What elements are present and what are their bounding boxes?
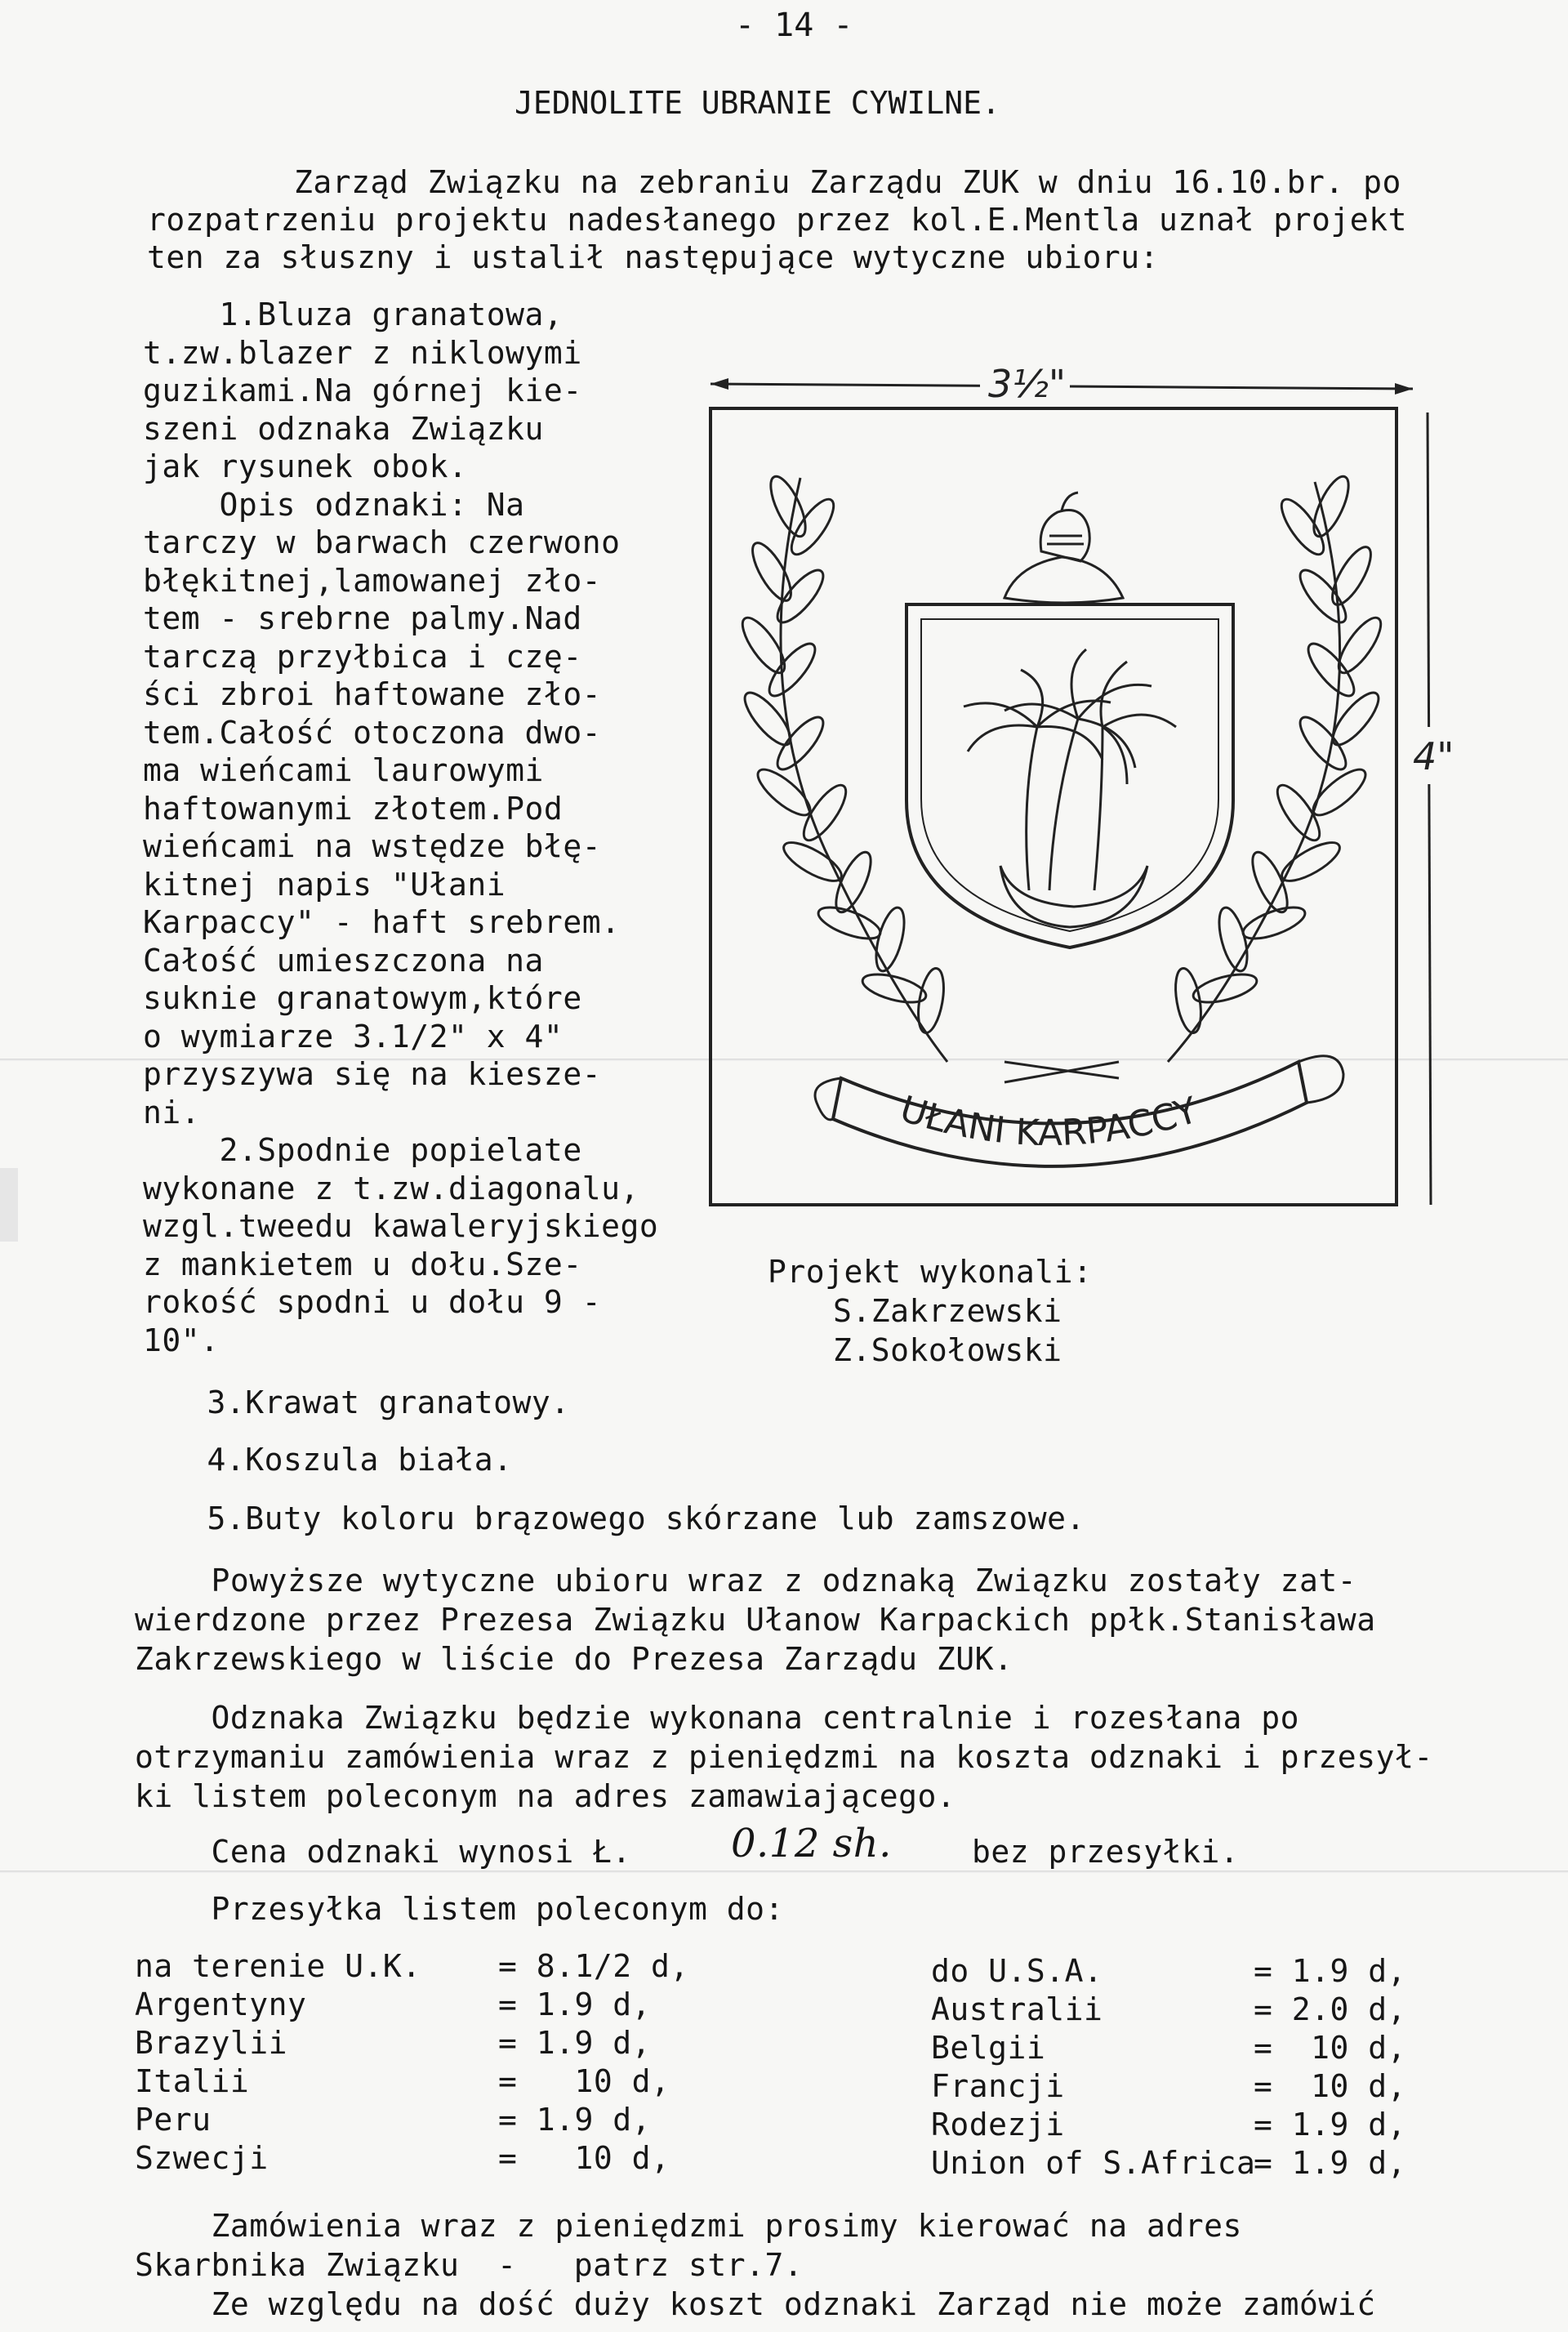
torn-edge [0, 1168, 18, 1242]
left-column-line: tem - srebrne palmy.Nad [143, 600, 582, 636]
height-label: 4" [1413, 734, 1454, 778]
laurel-wreath-right [1168, 472, 1388, 1062]
postage-intro: Przesyłka listem poleconym do: [135, 1891, 784, 1927]
left-column-line: Karpaccy" - haft srebrem. [143, 904, 621, 940]
postage-country: Szwecji [135, 2140, 269, 2176]
credits-name: S.Zakrzewski [833, 1293, 1062, 1329]
left-column-line: jak rysunek obok. [143, 448, 468, 484]
price-label: Cena odznaki wynosi Ł. [135, 1834, 631, 1870]
approval-line: Zakrzewskiego w liście do Prezesa Zarządu ZUK. [135, 1641, 1013, 1677]
item-shirt: 4.Koszula biała. [131, 1442, 513, 1478]
left-column-line: wykonane z t.zw.diagonalu, [143, 1170, 639, 1206]
postage-price: = 10 d, [1254, 2068, 1407, 2104]
postage-price: = 10 d, [498, 2140, 670, 2176]
approval-line: wierdzone przez Prezesa Związku Ułanow Karpackich ppłk.Stanisława [135, 1602, 1376, 1638]
postage-country: Peru [135, 2102, 212, 2138]
left-column-line: rokość spodni u dołu 9 - [143, 1284, 602, 1320]
left-column-line: tem.Całość otoczona dwo- [143, 714, 602, 751]
postage-price: = 10 d, [498, 2063, 670, 2099]
left-column-line: ni. [143, 1094, 201, 1130]
left-column-line: tarczą przyłbica i czę- [143, 638, 582, 675]
postage-price: = 8.1/2 d, [498, 1948, 689, 1984]
left-column-line: t.zw.blazer z niklowymi [143, 334, 582, 371]
postage-price: = 1.9 d, [498, 2102, 652, 2138]
left-column-line: kitnej napis "Ułani [143, 866, 506, 903]
postage-price: = 2.0 d, [1254, 1991, 1407, 2027]
closing-line: Ze względu na dość duży koszt odznaki Zarząd nie może zamówić [135, 2286, 1376, 2322]
badge-drawing [678, 343, 1478, 1225]
postage-price: = 10 d, [1254, 2030, 1407, 2066]
left-column-line: ści zbroi haftowane zło- [143, 676, 602, 712]
width-label: 3½" [988, 362, 1067, 406]
left-column-line: wieńcami na wstędze błę- [143, 828, 602, 864]
left-column-line: 10". [143, 1322, 220, 1358]
fold-line [0, 1871, 1568, 1873]
left-column-line: przyszywa się na kiesze- [143, 1056, 602, 1092]
postage-country: Francji [931, 2068, 1065, 2104]
left-column-line: wzgl.tweedu kawaleryjskiego [143, 1208, 659, 1244]
postage-country: Belgii [931, 2030, 1046, 2066]
closing-line: Skarbnika Związku - patrz str.7. [135, 2247, 804, 2283]
postage-country: Australii [931, 1991, 1103, 2027]
left-column-line: 2.Spodnie popielate [143, 1132, 582, 1168]
price-suffix: bez przesyłki. [972, 1834, 1240, 1870]
height-dimension-line [1428, 412, 1431, 1205]
postage-price: = 1.9 d, [498, 2025, 652, 2061]
intro-line: rozpatrzeniu projektu nadesłanego przez kol.E.Mentla uznał projekt [147, 202, 1407, 238]
postage-country: Rodezji [931, 2107, 1065, 2142]
order-line: otrzymaniu zamówienia wraz z pieniędzmi na koszta odznaki i przesył- [135, 1739, 1433, 1775]
price-handwritten: 0.12 sh. [731, 1821, 892, 1866]
intro-line: Zarząd Związku na zebraniu Zarządu ZUK w dniu 16.10.br. po [294, 164, 1401, 200]
left-column-line: szeni odznaka Związku [143, 410, 544, 447]
left-column-line: Opis odznaki: Na [143, 486, 525, 523]
intro-line: ten za słuszny i ustalił następujące wytyczne ubioru: [147, 239, 1160, 275]
order-line: Odznaka Związku będzie wykonana centralnie i rozesłana po [135, 1700, 1300, 1736]
shield [906, 604, 1233, 948]
left-column-line: guzikami.Na górnej kie- [143, 372, 582, 408]
left-column-line: haftowanymi złotem.Pod [143, 790, 564, 827]
left-column-line: suknie granatowym,które [143, 980, 582, 1016]
item-tie: 3.Krawat granatowy. [131, 1384, 570, 1420]
left-column-line: błękitnej,lamowanej zło- [143, 562, 602, 599]
postage-price: = 1.9 d, [498, 1986, 652, 2022]
laurel-wreath-left [736, 472, 948, 1062]
left-column-line: tarczy w barwach czerwono [143, 524, 621, 560]
postage-price: = 1.9 d, [1254, 2107, 1407, 2142]
postage-country: do U.S.A. [931, 1953, 1103, 1989]
left-column-line: o wymiarze 3.1/2" x 4" [143, 1018, 564, 1055]
postage-country: Argentyny [135, 1986, 307, 2022]
ribbon-text: UŁANI KARPACCY [895, 1088, 1203, 1154]
left-column-line: ma wieńcami laurowymi [143, 752, 544, 788]
credits-name: Z.Sokołowski [833, 1332, 1062, 1368]
postage-country: Union of S.Africa [931, 2145, 1256, 2181]
helmet-icon [1004, 493, 1123, 603]
closing-line: Zamówienia wraz z pieniędzmi prosimy kierować na adres [135, 2208, 1242, 2244]
page-title: JEDNOLITE UBRANIE CYWILNE. [514, 85, 1000, 121]
postage-country: Italii [135, 2063, 250, 2099]
left-column-line: 1.Bluza granatowa, [143, 297, 564, 332]
left-column-line: z mankietem u dołu.Sze- [143, 1246, 582, 1282]
postage-country: na terenie U.K. [135, 1948, 421, 1984]
approval-line: Powyższe wytyczne ubioru wraz z odznaką Związku zostały zat- [135, 1563, 1357, 1599]
postage-country: Brazylii [135, 2025, 288, 2061]
page-number: - 14 - [735, 7, 853, 44]
credits-label: Projekt wykonali: [768, 1254, 1093, 1290]
left-column-line: Całość umieszczona na [143, 942, 544, 979]
palm-trees-icon [964, 649, 1176, 927]
item-shoes: 5.Buty koloru brązowego skórzane lub zamszowe. [131, 1500, 1085, 1536]
postage-price: = 1.9 d, [1254, 2145, 1407, 2181]
order-line: ki listem poleconym na adres zamawiającego. [135, 1778, 956, 1814]
postage-price: = 1.9 d, [1254, 1953, 1407, 1989]
